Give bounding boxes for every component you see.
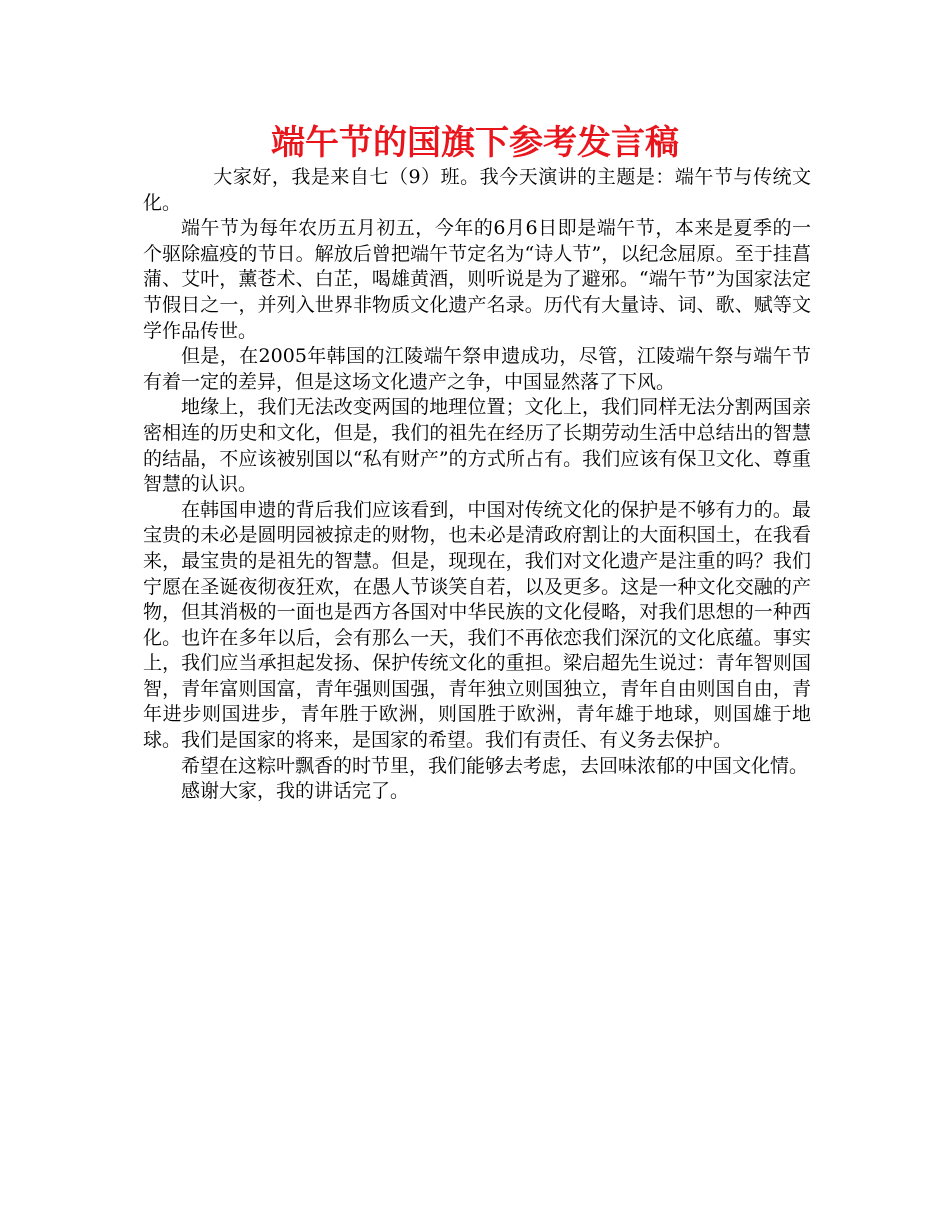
paragraph-hope: 希望在这粽叶飘香的时节里，我们能够去考虑，去回味浓郁的中国文化情。 [181,754,809,777]
paragraph-protection: 在韩国申遗的背后我们应该看到，中国对传统文化的保护是不够有力的。最宝贵的未必是圆明园被掠走的财物，也未必是清政府割让的大面积国土，在我看来，最宝贵的是祖先的智慧。但是，现现在，我们对文化遗产是注重的吗？我们宁愿在圣诞夜彻夜狂欢，在愚人节谈笑自若，以及更多。这是一种文化交融的产物，但其消极的一面也是西方各国对中华民族的文化侵略，对我们思想的一种西化。也许在多年以后，会有那么一天，我们不再依恋我们深沉的文化底蕴。事实上，我们应当承担起发扬、保护传统文化的重担。梁启超先生说过：青年智则国智，青年富则国富，青年强则国强，青年独立则国独立，青年自由则国自由，青年进步则国进步，青年胜于欧洲，则国胜于欧洲，青年雄于地球，则国雄于地球。我们是国家的将来，是国家的希望。我们有责任、有义务去保护。 [143,498,811,752]
paragraph-heritage-dispute: 但是，在2005年韩国的江陵端午祭申遗成功，尽管，江陵端午祭与端午节有着一定的差异，但是这场文化遗产之争，中国显然落了下风。 [143,345,811,393]
paragraph-closing: 感谢大家，我的讲话完了。 [181,780,410,803]
document-body [143,165,811,805]
paragraph-festival-intro: 端午节为每年农历五月初五，今年的6月6日即是端午节，本来是夏季的一个驱除瘟疫的节日。解放后曾把端午节定名为“诗人节”，以纪念屈原。至于挂菖蒲、艾叶，薰苍术、白芷，喝雄黄酒，则听说是为了避邪。“端午节”为国家法定节假日之一，并列入世界非物质文化遗产名录。历代有大量诗、词、歌、赋等文学作品传世。 [143,217,811,342]
page-title: 端午节的国旗下参考发言稿 [271,123,679,163]
paragraph-geography-culture: 地缘上，我们无法改变两国的地理位置；文化上，我们同样无法分割两国亲密相连的历史和文化，但是，我们的祖先在经历了长期劳动生活中总结出的智慧的结晶，不应该被别国以“私有财产”的方式所占有。我们应该有保卫文化、尊重智慧的认识。 [143,396,811,496]
paragraph-greeting: 大家好，我是来自七（9）班。我今天演讲的主题是：端午节与传统文化。 [143,166,811,214]
